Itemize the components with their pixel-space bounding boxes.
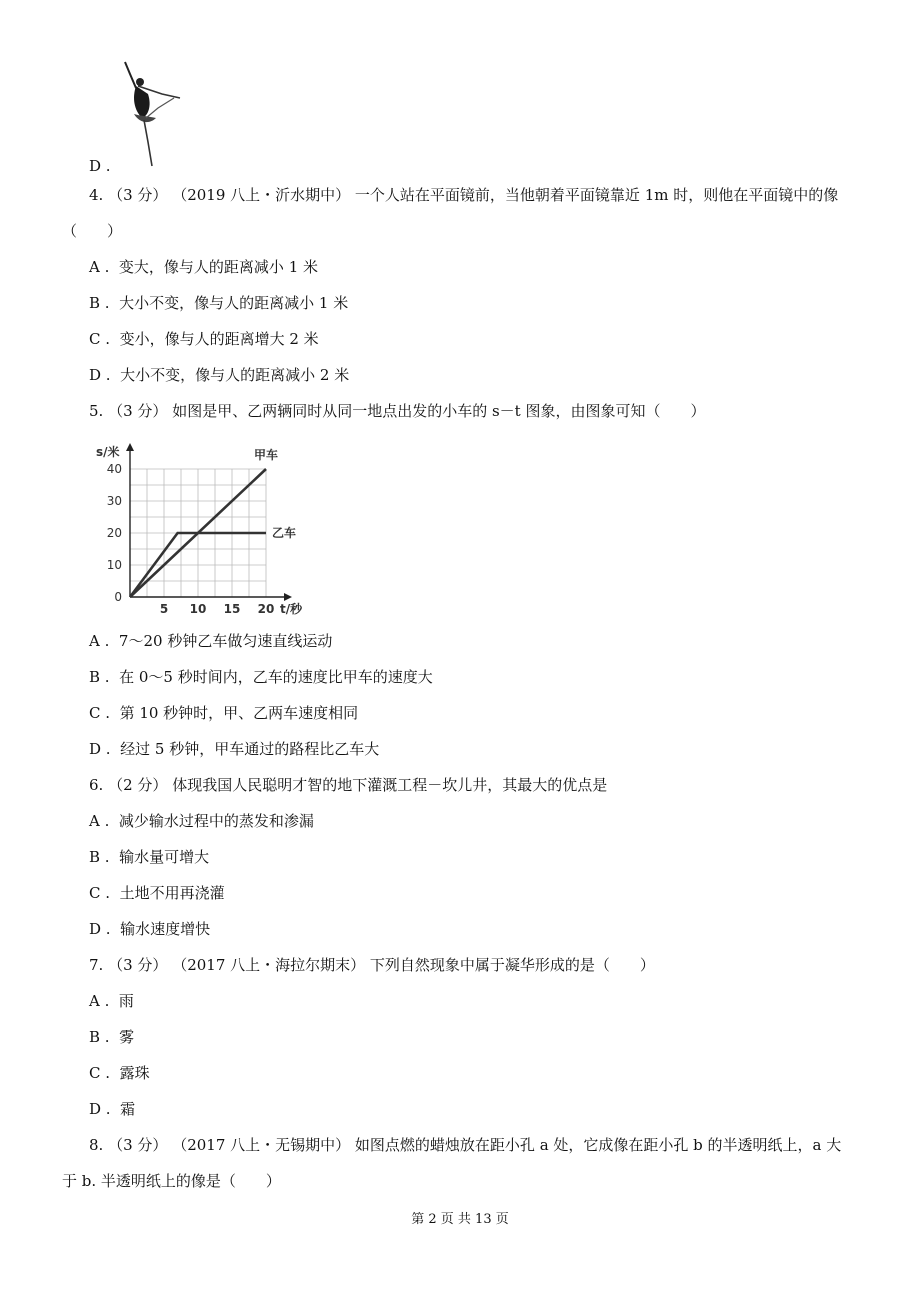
option-b[interactable]: B . 雾: [89, 1028, 135, 1046]
question-4: [89, 184, 838, 206]
option-a[interactable]: A . 变大，像与人的距离减小 1 米: [89, 258, 319, 276]
option-c[interactable]: C . 变小，像与人的距离增大 2 米: [89, 330, 319, 348]
question-score: （3 分）: [108, 186, 168, 204]
question-source: （2019 八上・沂水期中）: [172, 186, 351, 204]
option-c[interactable]: C . 第 10 秒钟时，甲、乙两车速度相同: [89, 704, 359, 722]
question-7: [89, 954, 655, 976]
question-4-continuation: （ ）: [62, 222, 123, 240]
question-score: （3 分）: [108, 402, 168, 420]
option-d-label: D .: [89, 157, 111, 175]
option-c[interactable]: C . 露珠: [89, 1064, 150, 1082]
question-5: [89, 400, 705, 422]
x-axis-label: t/秒: [280, 602, 303, 616]
x-tick-label: 20: [257, 602, 275, 616]
y-tick-label: 10: [106, 558, 122, 572]
question-source: （2017 八上・海拉尔期末）: [172, 956, 366, 974]
question-source: （2017 八上・无锡期中）: [172, 1136, 351, 1154]
question-score: （3 分）: [108, 956, 168, 974]
question-stem: 一个人站在平面镜前，当他朝着平面镜靠近 1m 时，则他在平面镜中的像: [354, 186, 839, 204]
question-stem: 下列自然现象中属于凝华形成的是（ ）: [369, 956, 655, 974]
option-d[interactable]: D . 输水速度增快: [89, 920, 211, 938]
ballet-dancer-image: [118, 58, 188, 170]
st-graph: [94, 438, 314, 624]
y-tick-label: 0: [114, 590, 122, 604]
option-b[interactable]: B . 输水量可增大: [89, 848, 210, 866]
option-d[interactable]: D . 霜: [89, 1100, 136, 1118]
question-number: 6.: [89, 776, 104, 794]
option-b[interactable]: B . 大小不变，像与人的距离减小 1 米: [89, 294, 349, 312]
question-score: （3 分）: [108, 1136, 168, 1154]
question-stem: 体现我国人民聪明才智的地下灌溉工程－坎儿井，其最大的优点是: [172, 776, 608, 794]
y-tick-label: 40: [106, 462, 122, 476]
series-label: 甲车: [254, 448, 279, 462]
question-8: [89, 1134, 841, 1156]
option-a[interactable]: A . 减少输水过程中的蒸发和渗漏: [89, 812, 314, 830]
option-a[interactable]: A . 雨: [89, 992, 134, 1010]
question-number: 7.: [89, 956, 104, 974]
y-tick-label: 20: [106, 526, 122, 540]
option-b[interactable]: B . 在 0～5 秒时间内，乙车的速度比甲车的速度大: [89, 668, 433, 686]
x-tick-label: 10: [189, 602, 207, 616]
question-score: （2 分）: [108, 776, 168, 794]
question-6: [89, 774, 607, 796]
y-axis-label: s/米: [96, 445, 120, 459]
question-8-continuation: 于 b. 半透明纸上的像是（ ）: [62, 1172, 281, 1190]
option-d[interactable]: D . 经过 5 秒钟，甲车通过的路程比乙车大: [89, 740, 380, 758]
series-label: 乙车: [272, 526, 297, 540]
question-number: 4.: [89, 186, 104, 204]
x-tick-label: 5: [159, 602, 169, 616]
option-a[interactable]: A . 7～20 秒钟乙车做匀速直线运动: [89, 632, 333, 650]
question-number: 5.: [89, 402, 104, 420]
question-stem: 如图是甲、乙两辆同时从同一地点出发的小车的 s－t 图象，由图象可知（ ）: [172, 402, 706, 420]
option-c[interactable]: C . 土地不用再浇灌: [89, 884, 225, 902]
page-footer: 第 2 页 共 13 页: [411, 1212, 509, 1227]
question-stem: 如图点燃的蜡烛放在距小孔 a 处，它成像在距小孔 b 的半透明纸上，a 大: [354, 1136, 842, 1154]
option-d[interactable]: D . 大小不变，像与人的距离减小 2 米: [89, 366, 350, 384]
question-number: 8.: [89, 1136, 104, 1154]
y-tick-label: 30: [106, 494, 122, 508]
y-axis-arrow: [126, 443, 134, 451]
x-tick-label: 15: [223, 602, 241, 616]
x-axis-arrow: [284, 593, 292, 601]
